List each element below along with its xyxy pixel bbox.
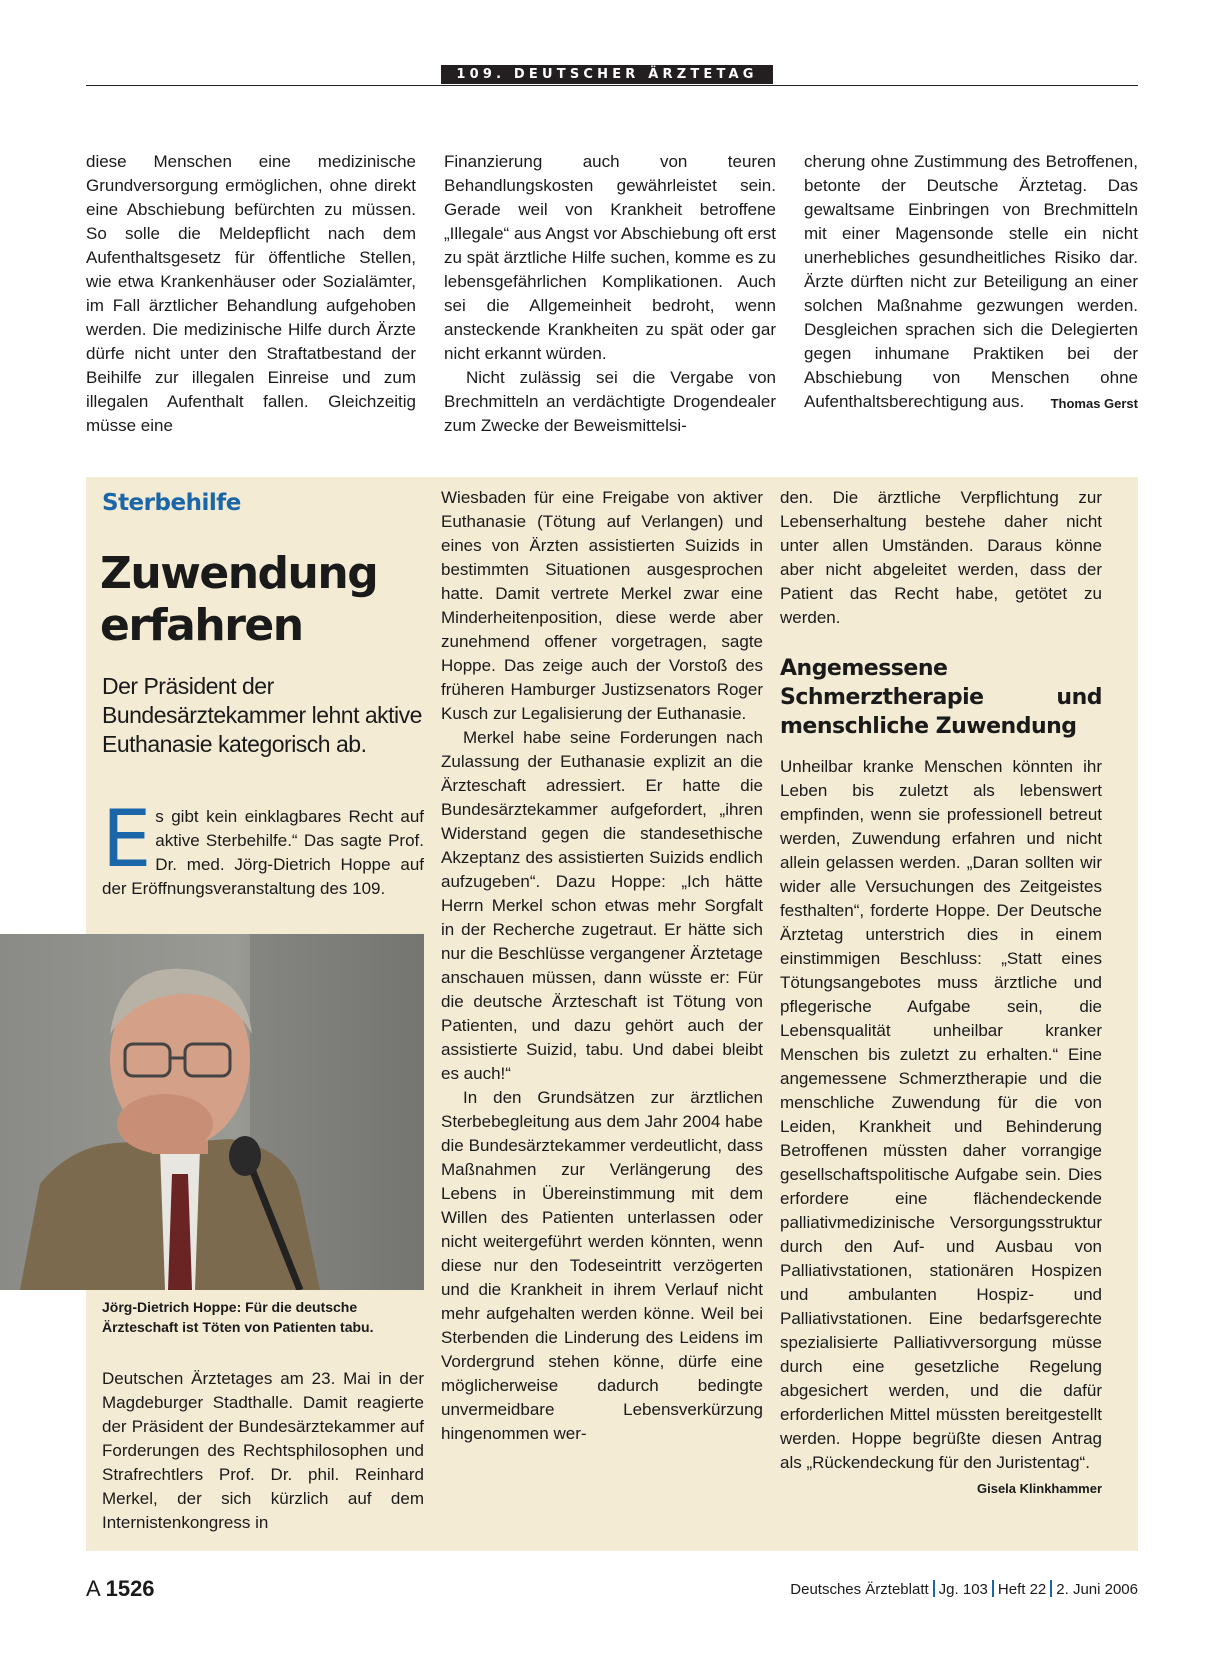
box-column-1-continued xyxy=(102,1367,424,1535)
article-lead: Es gibt kein einklagbares Recht auf aktive Sterbehilfe.“ Das sagte Prof. Dr. med. Jörg-Dietrich Hoppe auf der Eröffnungsveranstaltung des 109. xyxy=(102,795,424,898)
box-column-2 xyxy=(441,486,763,1446)
section-header: 109. DEUTSCHER ÄRZTETAG xyxy=(441,65,773,84)
article-headline: Zuwendung erfahren xyxy=(100,548,378,651)
issue-date: 2. Juni 2006 xyxy=(1056,1581,1138,1598)
author-byline: Thomas Gerst xyxy=(1050,396,1138,411)
top-article-column-2 xyxy=(444,150,776,438)
page-number: A 1526 xyxy=(86,1576,155,1601)
author-byline: Gisela Klinkhammer xyxy=(977,1481,1102,1496)
photo-caption: Jörg-Dietrich Hoppe: Für die deutsche Ärzteschaft ist Töten von Patienten tabu. xyxy=(102,1299,374,1335)
paragraph: Deutschen Ärztetages am 23. Mai in der Magdeburger Stadthalle. Damit reagierte der Präsident der Bundesärztekammer auf Forderungen des Rechtsphilosophen und Strafrechtlers Prof. Dr. phil. Reinhard Merkel, der sich kürzlich auf dem Internistenkongress in xyxy=(102,1369,424,1532)
paragraph: cherung ohne Zustimmung des Betroffenen, betonte der Deutsche Ärztetag. Das gewaltsame Einbringen von Brechmitteln mit einer Magensonde stelle ein nicht unerhebliches gesundheitliches Risiko dar. Ärzte dürften nicht zur Beteiligung an einer solchen Maßnahme gezwungen werden. Desgleichen sprachen sich die Delegierten gegen inhumane Praktiken bei der Abschiebung von Menschen ohne Aufenthaltsberechtigung aus. Thomas Gerst xyxy=(804,150,1138,414)
article-kicker: Sterbehilfe xyxy=(102,490,241,516)
box-column-3 xyxy=(780,486,1102,1501)
portrait-photo xyxy=(0,934,424,1290)
portrait-photo-image xyxy=(0,934,424,1290)
paragraph: Nicht zulässig sei die Vergabe von Brechmitteln an verdächtigte Drogendealer zum Zwecke der Beweismittelsi- xyxy=(444,368,776,435)
separator xyxy=(992,1580,994,1597)
paragraph: Merkel habe seine Forderungen nach Zulassung der Euthanasie explizit an die Ärzteschaft adressiert. Er hatte die Bundesärztekammer aufgefordert, „ihren Widerstand gegen die standesethische Akzeptanz des assistierten Suizids endlich aufzugeben“. Dazu Hoppe: „Ich hätte Herrn Merkel schon etwas mehr Sorgfalt in der Recherche zugetraut. Er hätte sich nur die Beschlüsse vergangener Ärztetage anschauen müssen, dann wüsste er: Für die deutsche Ärzteschaft ist Tötung von Patienten, und dazu gehört auch der assistierte Suizid, tabu. Und dabei bleibt es auch!“ xyxy=(441,728,763,1083)
journal-name: Deutsches Ärzteblatt xyxy=(790,1581,929,1598)
subheading: Angemessene Schmerztherapie und menschliche Zuwendung xyxy=(780,656,1102,739)
journal-info xyxy=(790,1580,1138,1598)
header-rule xyxy=(86,85,1138,86)
top-article-column-3 xyxy=(804,150,1138,416)
separator xyxy=(933,1580,935,1597)
paragraph: diese Menschen eine medizinische Grundversorgung ermöglichen, ohne direkt eine Abschiebung befürchten zu müssen. So solle die Meldepflicht nach dem Aufenthaltsgesetz für öffentliche Stellen, wie etwa Krankenhäuser oder Sozialämter, im Fall ärztlicher Behandlung aufgehoben werden. Die medizinische Hilfe durch Ärzte dürfe nicht unter den Straftatbestand der Beihilfe zur illegalen Einreise und zum illegalen Aufenthalt fallen. Gleichzeitig müsse eine xyxy=(86,152,416,435)
issue: Heft 22 xyxy=(997,1581,1047,1598)
volume: Jg. 103 xyxy=(938,1581,988,1598)
paragraph: Wiesbaden für eine Freigabe von aktiver Euthanasie (Tötung auf Verlangen) und eines von Ärzten assistierten Suizids in bestimmten Situationen ausgesprochen hatte. Damit vertrete Merkel zwar eine Minderheitenposition, diese werde aber zunehmend offener vorgetragen, sagte Hoppe. Das zeige auch der Vorstoß des früheren Hamburger Justizsenators Roger Kusch zur Legalisierung der Euthanasie. xyxy=(441,488,763,723)
paragraph: Unheilbar kranke Menschen könnten ihr Leben bis zuletzt als lebenswert empfinden, wenn sie professionell betreut werden, Zuwendung erfahren und nicht allein gelassen werden. „Daran sollten wir wider alle Versuchungen des Zeitgeistes festhalten“, forderte Hoppe. Der Deutsche Ärztetag unterstrich dies in einem einstimmigen Beschluss: „Statt eines Tötungsangebotes muss ärztliche und pflegerische Aufgabe sein, die Lebensqualität unheilbar kranker Menschen bis zuletzt zu erhalten.“ Eine angemessene Schmerztherapie und die menschliche Zuwendung für die von Leiden, Krankheit und Behinderung Betroffenen müssten daher vorrangige gesellschaftspolitische Aufgabe sein. Dies erfordere eine flächendeckende palliativmedizinische Versorgungsstruktur durch den Auf- und Ausbau von Palliativstationen, stationären Hospizen und ambulanten Hospiz- und Palliativstationen. Eine bedarfsgerechte spezialisierte Palliativversorgung müsse durch eine gesetzliche Regelung abgesichert werden, und die dafür erforderlichen Mittel müssten bereitgestellt werden. Hoppe begrüßte diesen Antrag als „Rückendeckung für den Juristentag“. Gisela Klinkhammer xyxy=(780,755,1102,1475)
paragraph: Finanzierung auch von teuren Behandlungskosten gewährleistet sein. Gerade weil von Krankheit betroffene „Illegale“ aus Angst vor Abschiebung oft erst zu spät ärztliche Hilfe suchen, komme es zu lebensgefährlichen Komplikationen. Auch sei die Allgemeinheit bedroht, wenn ansteckende Krankheiten zu spät oder gar nicht erkannt würden. xyxy=(444,152,776,363)
paragraph: den. Die ärztliche Verpflichtung zur Lebenserhaltung bestehe daher nicht unter allen Umständen. Daraus könne aber nicht abgeleitet werden, dass der Patient das Recht habe, getötet zu werden. xyxy=(780,488,1102,627)
article-deck: Der Präsident der Bundesärztekammer lehnt aktive Euthanasie kategorisch ab. xyxy=(102,673,422,757)
separator xyxy=(1050,1580,1052,1597)
top-article-column-1 xyxy=(86,150,416,438)
paragraph: In den Grundsätzen zur ärztlichen Sterbebegleitung aus dem Jahr 2004 habe die Bundesärztekammer verdeutlicht, dass Maßnahmen zur Verlängerung des Lebens in Übereinstimmung mit dem Willen des Patienten unterlassen oder nicht weitergeführt werden könnten, wenn diese nur den Todeseintritt verzögerten und die Krankheit in ihrem Verlauf nicht mehr aufgehalten werden könne. Weil bei Sterbenden die Linderung des Leidens im Vordergrund stehen könne, dürfe eine möglicherweise dadurch bedingte unvermeidbare Lebensverkürzung hingenommen wer- xyxy=(441,1088,763,1443)
drop-cap: E xyxy=(102,795,152,885)
